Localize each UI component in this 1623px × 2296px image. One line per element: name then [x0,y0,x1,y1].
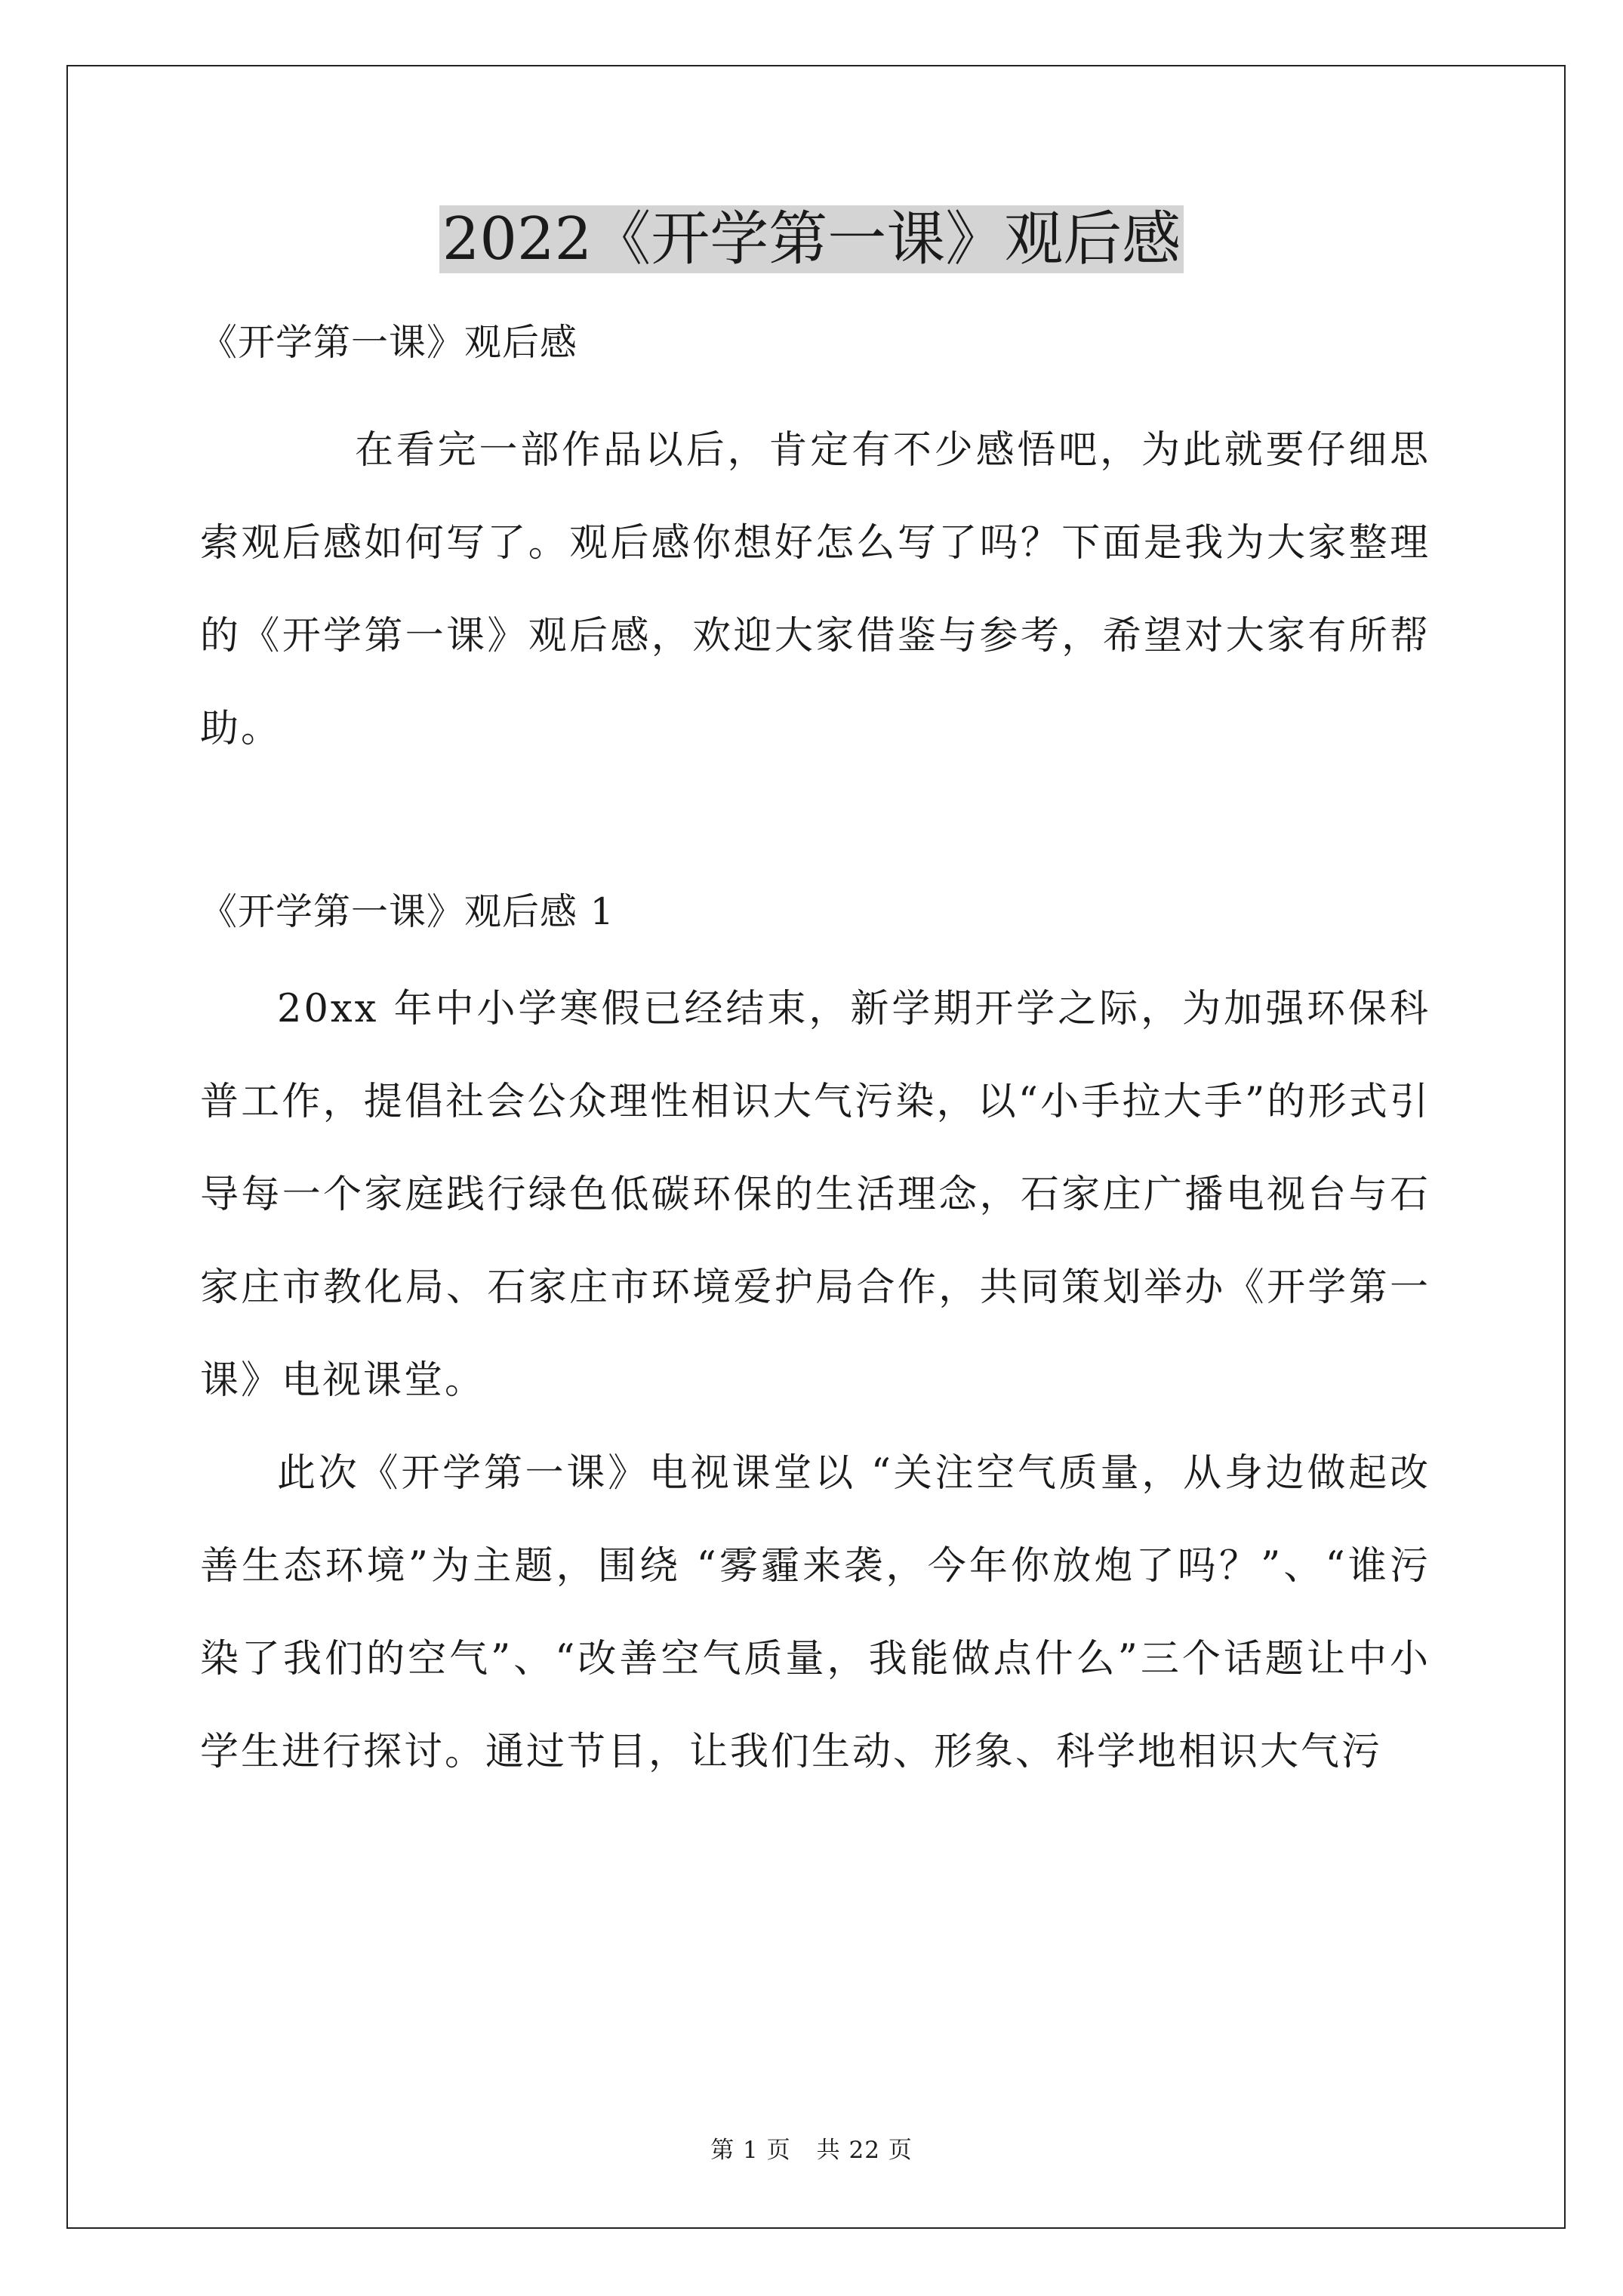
body-paragraph-2: 此次《开学第一课》电视课堂以 “关注空气质量，从身边做起改善生态环境”为主题，围绕 “雾霾来袭，今年你放炮了吗？”、“谁污染了我们的空气”、“改善空气质量，我能做点什么”三个话题让中小学生进行探讨。通过节目，让我们生动、形象、科学地相识大气污 [200,1451,1431,1774]
page-footer [0,2135,1623,2165]
body-paragraph-1: 20xx 年中小学寒假已经结束，新学期开学之际，为加强环保科普工作，提倡社会公众理性相识大气污染，以“小手拉大手”的形式引导每一个家庭践行绿色低碳环保的生活理念，石家庄广播电视台与石家庄市教化局、石家庄市环境爱护局合作，共同策划举办《开学第一课》电视课堂。 [200,987,1431,1403]
page-number: 第 1 页 [710,2137,791,2164]
section-heading-1: 《开学第一课》观后感 [200,321,578,364]
document-title-text: 2022《开学第一课》观后感 [439,205,1184,273]
intro-paragraph: 在看完一部作品以后，肯定有不少感悟吧，为此就要仔细思索观后感如何写了。观后感你想好怎么写了吗？下面是我为大家整理的《开学第一课》观后感，欢迎大家借鉴与参考，希望对大家有所帮助。 [200,428,1431,751]
document-title [0,198,1623,281]
section-spacer [200,775,1431,881]
document-body [200,312,1431,1798]
page-total: 共 22 页 [816,2137,913,2164]
section-heading-2: 《开学第一课》观后感 1 [200,890,614,933]
